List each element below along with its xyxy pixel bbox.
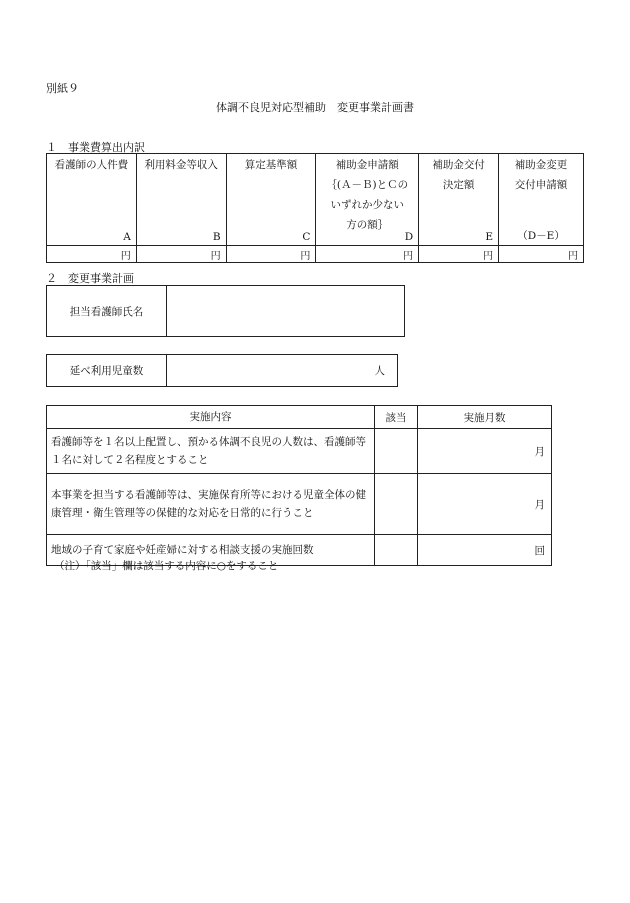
value-cell-d[interactable]: 円 — [316, 246, 419, 263]
value-cell-c[interactable]: 円 — [226, 246, 316, 263]
implementation-header-row — [47, 406, 552, 429]
col-letter: A — [123, 231, 131, 243]
col-label: いずれか少ない — [330, 199, 405, 211]
header-content: 実施内容 — [47, 406, 375, 429]
nurse-name-box — [46, 285, 405, 337]
nurse-name-label: 担当看護師氏名 — [47, 286, 167, 337]
col-change-application-amount — [499, 154, 584, 246]
section2-heading: ２ 変更事業計画 — [46, 272, 134, 285]
months-cell[interactable]: 月 — [418, 474, 552, 535]
child-count-label: 延べ利用児童数 — [47, 355, 167, 387]
col-decided-amount — [419, 154, 499, 246]
col-label: 補助金申請額 — [335, 159, 399, 171]
value-cell-a[interactable]: 円 — [47, 246, 137, 263]
implementation-table — [46, 405, 552, 566]
col-letter: C — [302, 231, 311, 243]
col-label: 決定額 — [442, 179, 475, 191]
col-label: 方の額｝ — [346, 219, 389, 231]
col-letter: B — [212, 231, 221, 243]
cost-header-row — [47, 154, 584, 246]
col-letter: （D－E） — [517, 230, 565, 242]
document-title: 体調不良児対応型補助 変更事業計画書 — [216, 101, 414, 114]
col-label: 利用料金等収入 — [144, 159, 218, 171]
col-usage-fee-income — [136, 154, 226, 246]
count-cell[interactable]: 回 — [418, 535, 552, 566]
col-letter: E — [485, 231, 494, 243]
value-cell-d-minus-e[interactable]: 円 — [499, 246, 584, 263]
nurse-name-field[interactable] — [167, 286, 405, 337]
col-label: 看護師の人件費 — [54, 159, 129, 171]
value-cell-e[interactable]: 円 — [419, 246, 499, 263]
col-label: ｛(Ａ－Ｂ)とＣの — [326, 179, 409, 191]
col-application-amount — [316, 154, 419, 246]
header-applicable: 該当 — [374, 406, 417, 429]
col-standard-amount — [226, 154, 316, 246]
col-nurse-labor-cost — [47, 154, 137, 246]
document-label: 別紙９ — [46, 82, 79, 95]
col-label: 補助金変更 — [514, 159, 568, 171]
child-count-box — [46, 354, 398, 387]
col-label: 算定基準額 — [244, 159, 298, 171]
col-label: 補助金交付 — [432, 159, 485, 171]
row-content: 本事業を担当する看護師等は、実施保育所等における児童全体の健康管理・衛生管理等の保健的な対応を日常的に行うこと — [47, 474, 375, 535]
cost-breakdown-table — [46, 153, 584, 263]
footnote: （注）「該当」欄は該当する内容に○をすること — [54, 560, 279, 572]
applicable-cell[interactable] — [374, 535, 417, 566]
value-cell-b[interactable]: 円 — [136, 246, 226, 263]
col-letter: D — [404, 231, 414, 243]
table-row — [47, 474, 552, 535]
months-cell[interactable]: 月 — [418, 429, 552, 474]
row-content: 看護師等を１名以上配置し、預かる体調不良児の人数は、看護師等１名に対して２名程度とすること — [47, 429, 375, 474]
child-count-field[interactable]: 人 — [167, 355, 398, 387]
applicable-cell[interactable] — [374, 474, 417, 535]
row-content: 地域の子育て家庭や妊産婦に対する相談支援の実施回数 — [47, 535, 375, 566]
table-row — [47, 429, 552, 474]
cost-value-row — [47, 246, 584, 263]
section1-heading: １ 事業費算出内訳 — [46, 141, 145, 154]
applicable-cell[interactable] — [374, 429, 417, 474]
col-label: 交付申請額 — [514, 179, 568, 191]
header-months: 実施月数 — [418, 406, 552, 429]
